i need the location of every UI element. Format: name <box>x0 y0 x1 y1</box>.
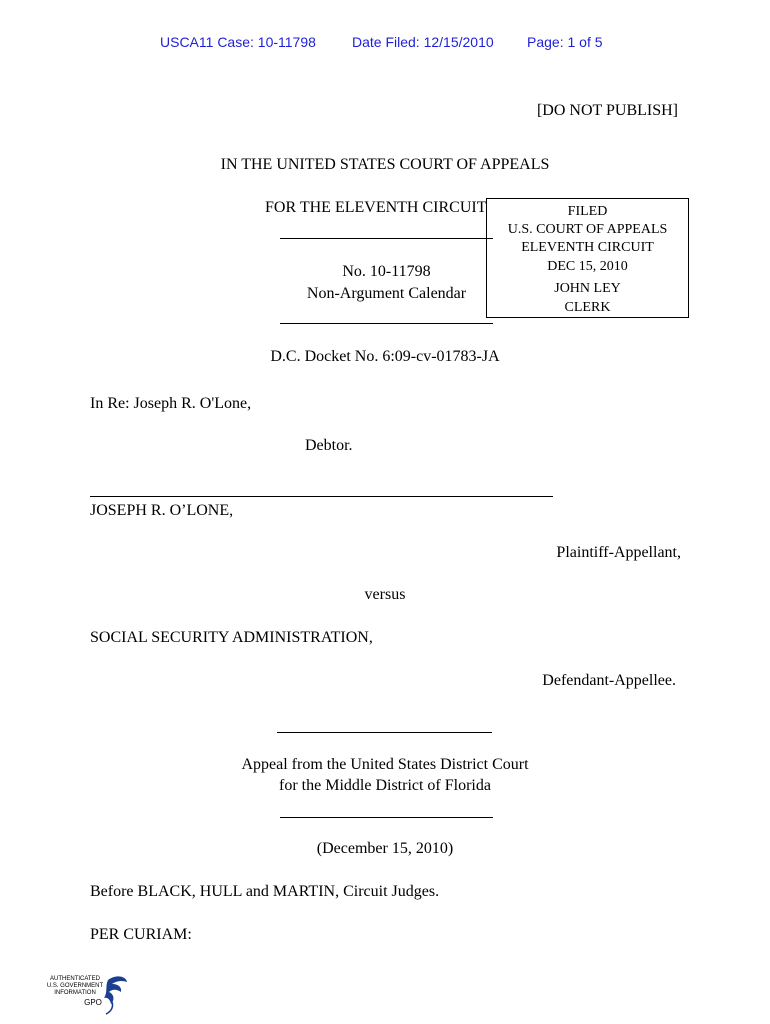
circuit-title: FOR THE ELEVENTH CIRCUIT <box>265 199 487 216</box>
case-number: No. 10-11798 <box>342 263 431 280</box>
versus-label: versus <box>364 586 406 603</box>
clerk-title: CLERK <box>564 300 611 315</box>
appeal-line-2: for the Middle District of Florida <box>279 777 491 794</box>
filed-stamp <box>486 198 689 318</box>
clerk-name: JOHN LEY <box>554 281 621 296</box>
calendar-type: Non-Argument Calendar <box>306 285 467 302</box>
plaintiff-role: Plaintiff-Appellant, <box>556 544 681 561</box>
panel-judges: Before BLACK, HULL and MARTIN, Circuit Judges. <box>90 883 440 900</box>
in-re-line: In Re: Joseph R. O'Lone, <box>90 395 252 412</box>
appeal-line-1: Appeal from the United States District Court <box>241 756 529 773</box>
debtor-label: Debtor. <box>305 437 353 454</box>
gpo-authentication-logo: AUTHENTICATED U.S. GOVERNMENT INFORMATION GPO <box>44 972 130 1016</box>
separator-rule <box>90 496 553 497</box>
separator-rule <box>277 732 492 733</box>
filed-label: FILED <box>567 204 608 219</box>
decision-date: (December 15, 2010) <box>316 840 454 857</box>
separator-rule <box>280 238 493 239</box>
eagle-icon <box>102 972 130 1016</box>
per-curiam: PER CURIAM: <box>90 926 192 943</box>
plaintiff-name: JOSEPH R. O’LONE, <box>90 502 234 519</box>
docket-number: D.C. Docket No. 6:09-cv-01783-JA <box>270 348 500 365</box>
header-date-filed: Date Filed: 12/15/2010 <box>352 34 494 50</box>
filed-date: DEC 15, 2010 <box>547 259 628 274</box>
filed-circuit: ELEVENTH CIRCUIT <box>521 240 654 255</box>
filed-court: U.S. COURT OF APPEALS <box>507 222 668 237</box>
defendant-name: SOCIAL SECURITY ADMINISTRATION, <box>90 629 373 646</box>
header-case: USCA11 Case: 10-11798 <box>160 34 316 50</box>
separator-rule <box>280 323 493 324</box>
court-title: IN THE UNITED STATES COURT OF APPEALS <box>220 156 550 173</box>
publish-note: [DO NOT PUBLISH] <box>536 102 678 119</box>
separator-rule <box>280 817 493 818</box>
defendant-role: Defendant-Appellee. <box>542 672 676 689</box>
header-page: Page: 1 of 5 <box>527 34 603 50</box>
